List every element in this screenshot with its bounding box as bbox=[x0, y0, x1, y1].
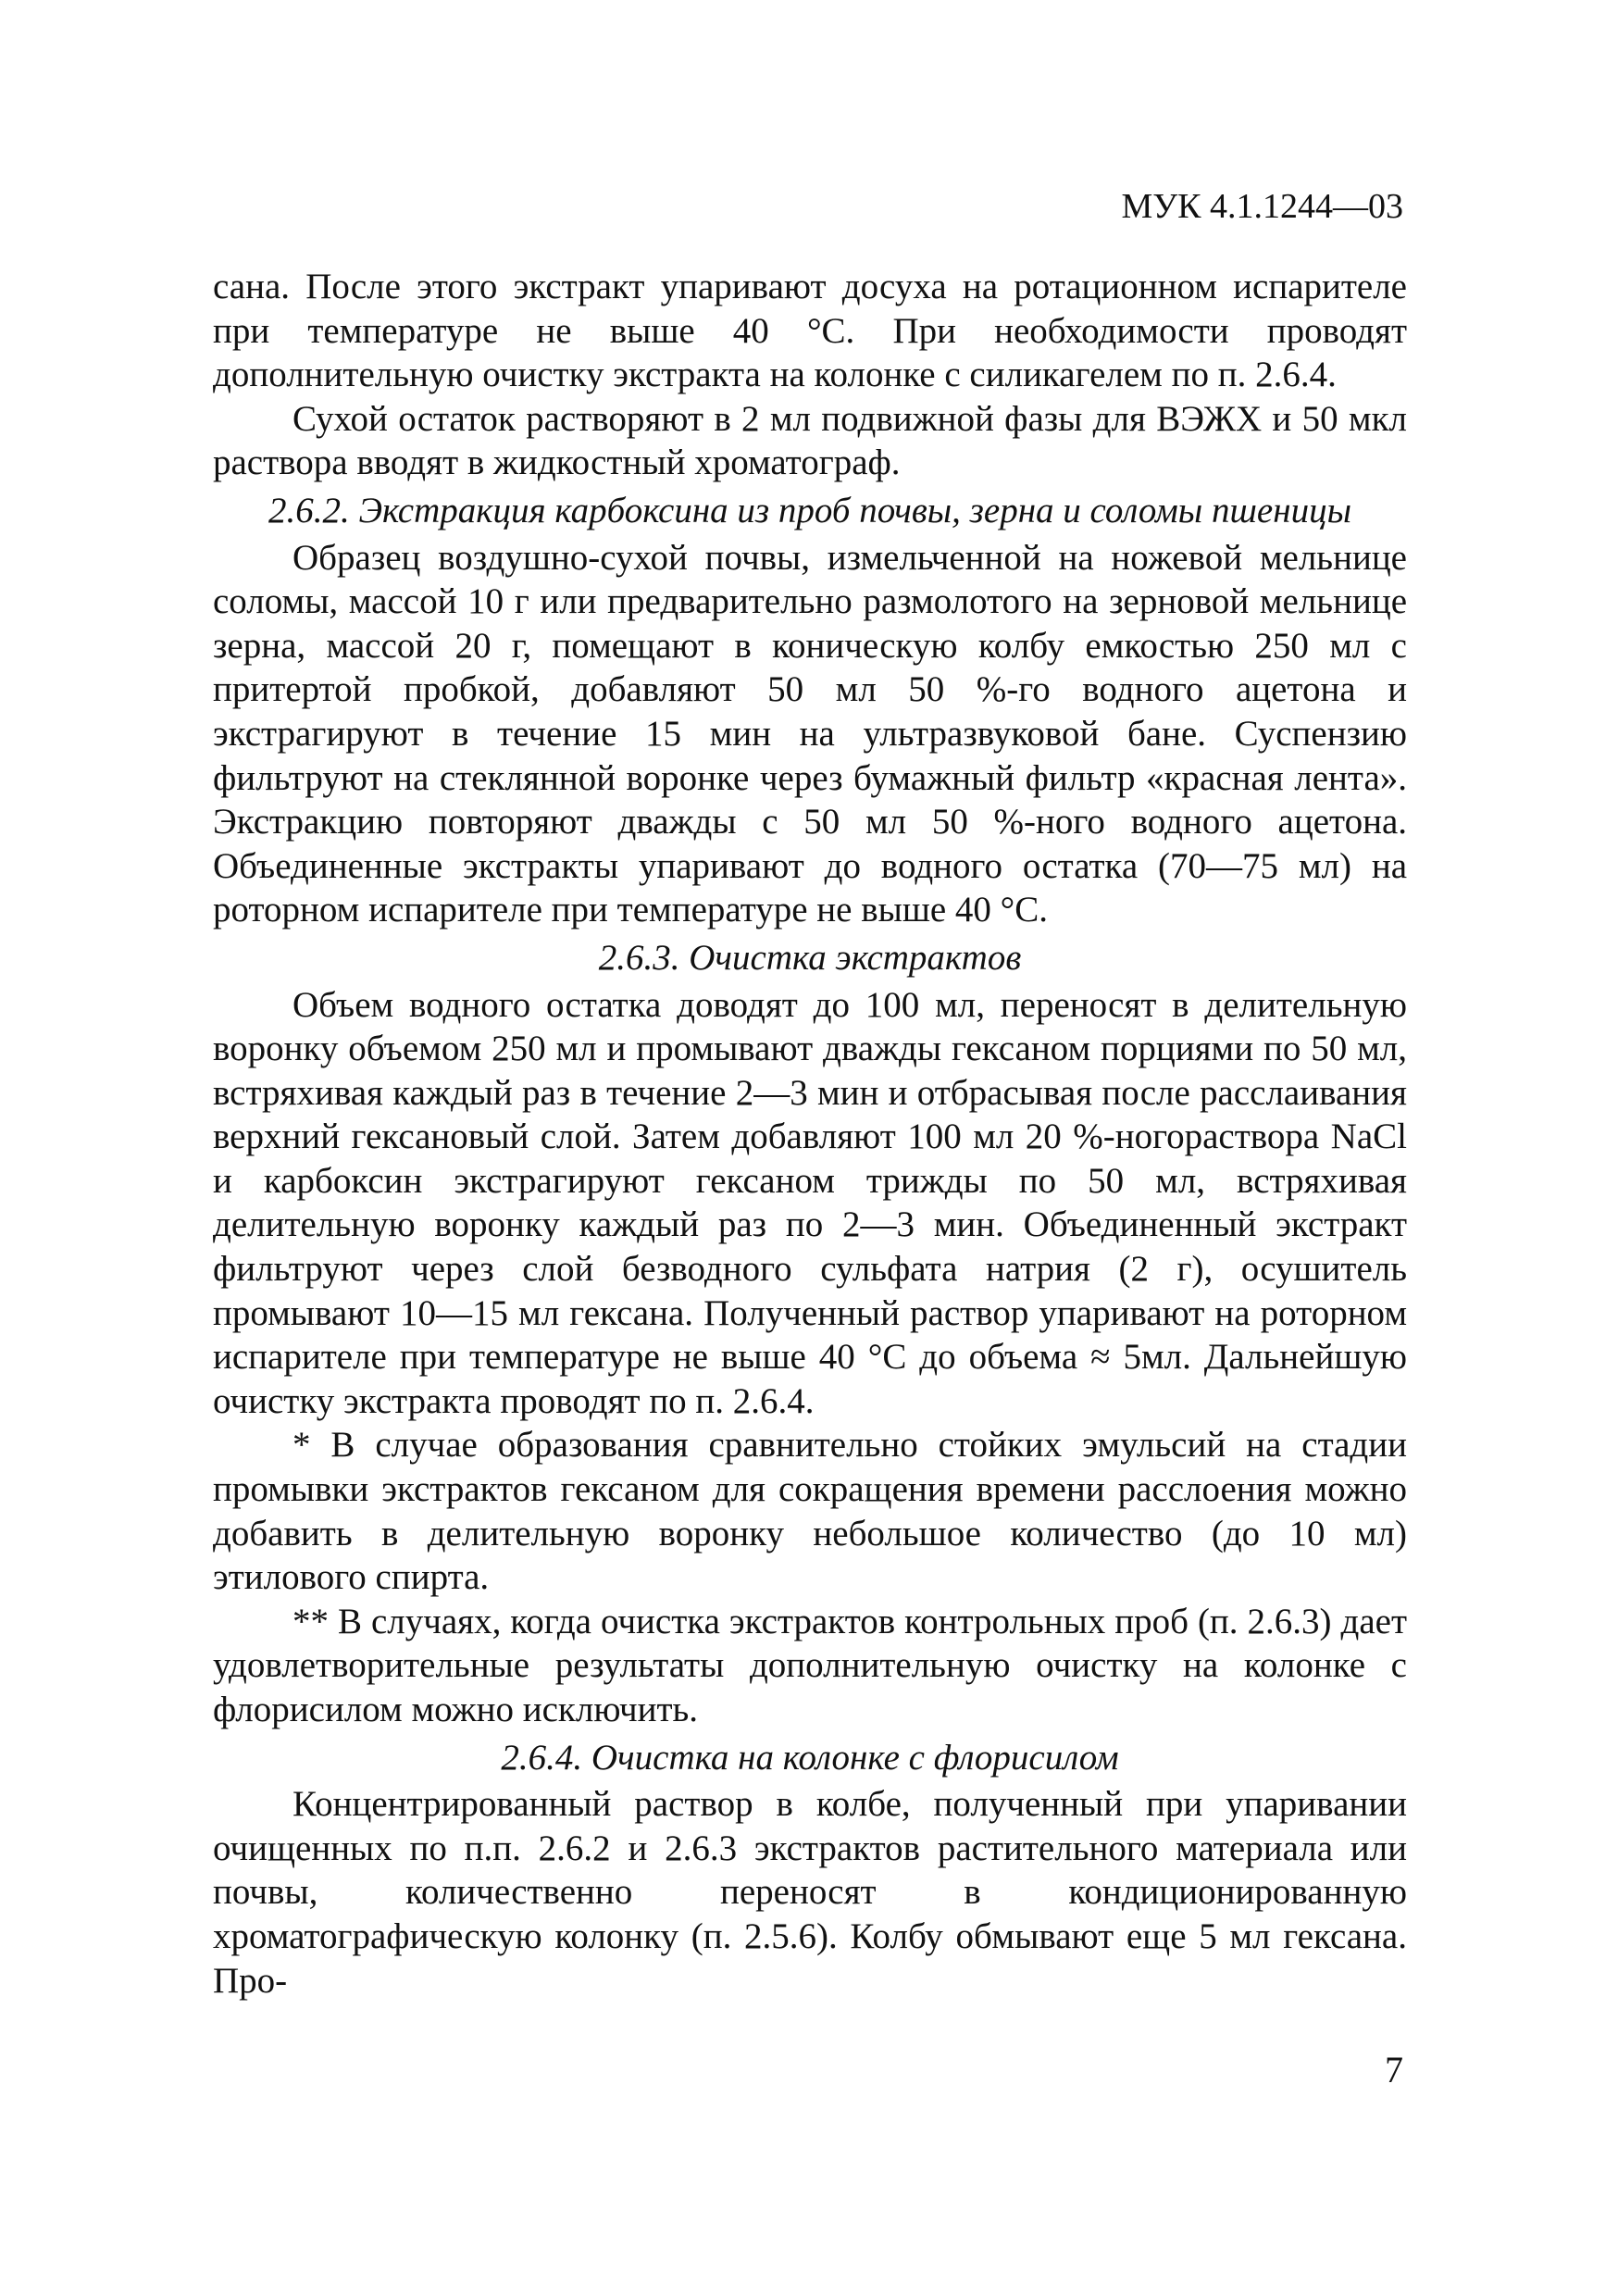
paragraph-dry-residue: Сухой остаток растворяют в 2 мл подвижной фазы для ВЭЖХ и 50 мкл раствора вводят в жидкостный хроматограф. bbox=[213, 398, 1407, 483]
footnote-florisil-optional: ** В случаях, когда очистка экстрактов контрольных проб (п. 2.6.3) дает удовлетворительные результаты дополнительную очистку на колонке с флорисилом можно исключить. bbox=[213, 1601, 1407, 1729]
section-heading-2-6-4: 2.6.4. Очистка на колонке с флорисилом bbox=[501, 1737, 1119, 1778]
page-number: 7 bbox=[1385, 2049, 1403, 2090]
paragraph-continuation: сана. После этого экстракт упаривают досуха на ротационном испарителе при температуре не выше 40 °С. При необходимости проводят дополнительную очистку экстракта на колонке с силикагелем по п. 2.6.4. bbox=[213, 267, 1407, 395]
paragraph-extract-cleanup: Объем водного остатка доводят до 100 мл, переносят в делительную воронку объемом 250 мл и промывают дважды гексаном порциями по 50 мл, встряхивая каждый раз в течение 2—3 мин и отбрасывая после расслаивания верхний гексановый слой. Затем добавляют 100 мл 20 %-ногораствора NaCl и карбоксин экстрагируют гексаном трижды по 50 мл, встряхивая делительную воронку каждый раз по 2—3 мин. Объединенный экстракт фильтруют через слой безводного сульфата натрия (2 г), осушитель промывают 10—15 мл гексана. Полученный раствор упаривают на роторном испарителе при температуре не выше 40 °С до объема ≈ 5мл. Дальнейшую очистку экстракта проводят по п. 2.6.4. bbox=[213, 984, 1407, 1421]
paragraph-sample-extraction: Образец воздушно-сухой почвы, измельченной на ножевой мельнице соломы, массой 10 г или предварительно размолотого на зерновой мельнице зерна, массой 20 г, помещают в коническую колбу емкостью 250 мл с притертой пробкой, добавляют 50 мл 50 %-го водного ацетона и экстрагируют в течение 15 мин на ультразвуковой бане. Суспензию фильтруют на стеклянной воронке через бумажный фильтр «красная лента». Экстракцию повторяют дважды с 50 мл 50 %-ного водного ацетона. Объединенные экстракты упаривают до водного остатка (70—75 мл) на роторном испарителе при температуре не выше 40 °С. bbox=[213, 537, 1407, 930]
paragraph-florisil-column: Концентрированный раствор в колбе, полученный при упаривании очищенных по п.п. 2.6.2 и 2.6.3 экстрактов растительного материала или почвы, количественно переносят в кондиционированную хроматографическую колонку (п. 2.5.6). Колбу обмывают еще 5 мл гексана. Про- bbox=[213, 1784, 1407, 2001]
footnote-emulsion: * В случае образования сравнительно стойких эмульсий на стадии промывки экстрактов гексаном для сокращения времени расслоения можно добавить в делительную воронку небольшое количество (до 10 мл) этилового спирта. bbox=[213, 1425, 1407, 1598]
body-text bbox=[213, 265, 1407, 2003]
document-code-header: МУК 4.1.1244—03 bbox=[1121, 187, 1403, 226]
section-heading-2-6-3: 2.6.3. Очистка экстрактов bbox=[598, 937, 1022, 978]
section-heading-2-6-2: 2.6.2. Экстракция карбоксина из проб почвы, зерна и соломы пшеницы bbox=[268, 490, 1351, 530]
